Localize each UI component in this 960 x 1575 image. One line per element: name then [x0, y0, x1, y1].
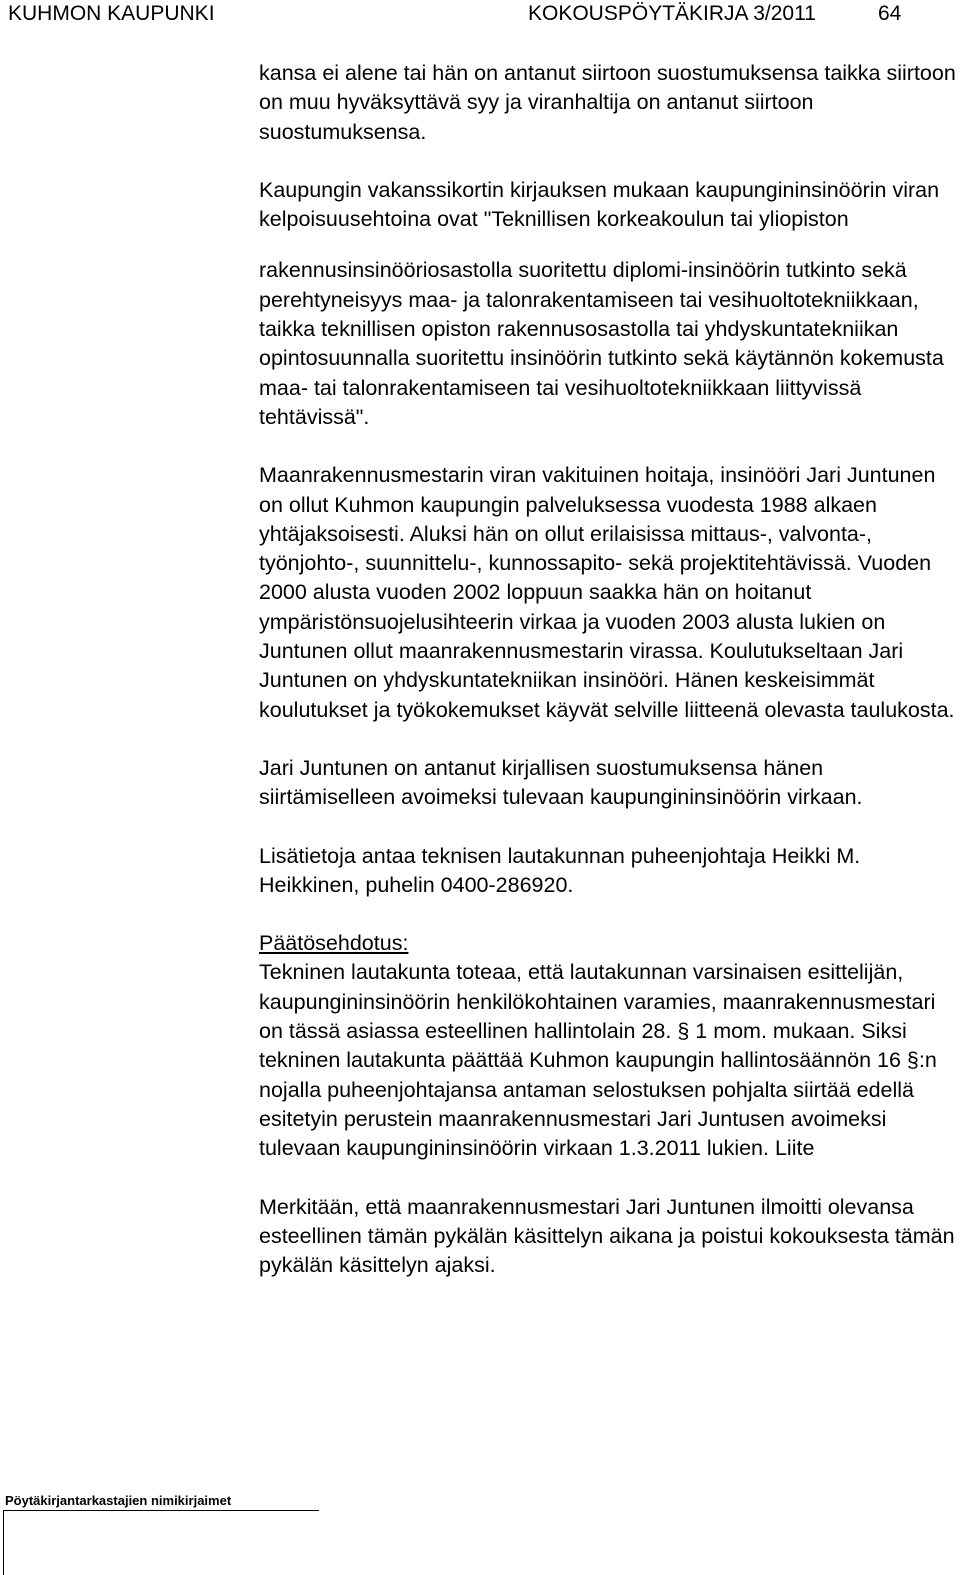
paragraph-contact-info: Lisätietoja antaa teknisen lautakunnan puheenjohtaja Heikki M. Heikkinen, puhelin 0400-286920.: [259, 843, 861, 897]
paragraph-recusal-note: Merkitään, että maanrakennusmestari Jari Juntunen ilmoitti olevansa esteellinen tämän pykälän käsittelyn aikana ja poistui kokouksesta tämän pykälän käsittelyn ajaksi.: [259, 1194, 955, 1278]
page-header: [0, 0, 960, 30]
document-body: [259, 59, 957, 1280]
paragraph-consent: Jari Juntunen on antanut kirjallisen suostumuksensa hänen siirtämiselleen avoimeksi tulevaan kaupungininsinöörin virkaan.: [259, 755, 863, 810]
paragraph-vacancy-card: Kaupungin vakanssikortin kirjauksen mukaan kaupungininsinöörin viran kelpoisuusehtoina ovat "Teknillisen korkeakoulun tai yliopiston: [259, 177, 940, 232]
paragraph-proposal: Tekninen lautakunta toteaa, että lautakunnan varsinaisen esittelijän, kaupungininsinöörin henkilökohtainen varamies, maanrakennusmestari on tässä asiassa esteellinen hallintolain 28. § 1 mom. mukaan. Siksi tekninen lautakunta päättää Kuhmon kaupungin hallintosäännön 16 §:n nojalla puheenjohtajansa antaman selostuksen pohjalta siirtää edellä esitetyin perustein maanrakennusmestari Jari Juntusen avoimeksi tulevaan kaupungininsinöörin virkaan 1.3.2011 lukien. Liite: [259, 960, 937, 1161]
paragraph-transfer-conditions: kansa ei alene tai hän on antanut siirtoon suostumuksensa taikka siirtoon on muu hyväksyttävä syy ja viranhaltija on antanut siirtoon suostumuksensa.: [259, 61, 956, 144]
signature-divider: [3, 1510, 319, 1511]
signature-label: Pöytäkirjantarkastajien nimikirjaimet: [5, 1493, 232, 1508]
proposal-heading: Päätösehdotus:: [259, 931, 409, 956]
page-number: 64: [878, 2, 902, 25]
paragraph-employee-background: Maanrakennusmestarin viran vakituinen hoitaja, insinööri Jari Juntunen on ollut Kuhmon kaupungin palveluksessa vuodesta 1988 alkaen yhtäjaksoisesti. Aluksi hän on ollut erilaisissa mittaus-, valvonta-, työnjohto-, suunnittelu-, kunnossapito- sekä projektitehtävissä. Vuoden 2000 alusta vuoden 2002 loppuun saakka hän on hoitanut ympäristönsuojelusihteerin virkaa ja vuoden 2003 alusta lukien on Juntunen ollut maanrakennusmestarin virassa. Koulutukseltaan Jari Juntunen on yhdyskuntatekniikan insinööri. Hänen keskeisimmät koulutukset ja työkokemukset käyvät selville liitteenä olevasta taulukosta.: [259, 463, 955, 722]
organization-name: KUHMON KAUPUNKI: [8, 2, 215, 25]
document-title: KOKOUSPÖYTÄKIRJA 3/2011: [528, 2, 816, 25]
signature-box-edge: [3, 1510, 4, 1575]
paragraph-qualifications: rakennusinsinööriosastolla suoritettu diplomi-insinöörin tutkinto sekä perehtyneisyys maa- ja talonrakentamiseen tai vesihuoltotekniikkaan, taikka teknillisen opiston rakennusosastolla tai yhdyskuntatekniikan opintosuunnalla suoritettu insinöörin tutkinto sekä käytännön kokemusta maa- tai talonrakentamiseen tai vesihuoltotekniikkaan liittyvissä tehtävissä".: [259, 258, 944, 429]
